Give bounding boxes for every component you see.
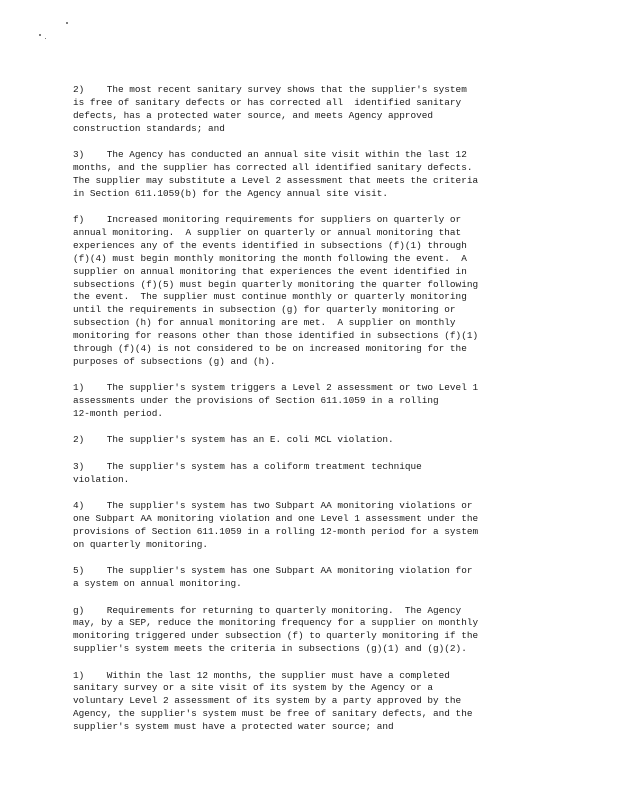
paragraph-f1 <box>73 382 543 421</box>
text-line: a system on annual monitoring. <box>73 578 242 590</box>
text-line: one Subpart AA monitoring violation and one Level 1 assessment under the <box>73 513 479 525</box>
document-body <box>73 84 543 748</box>
text-line: the event. The supplier must continue monthly or quarterly monitoring <box>73 291 467 303</box>
text-line: supplier's system must have a protected water source; and <box>73 721 394 733</box>
scan-speck <box>39 34 41 36</box>
text-line: The supplier may substitute a Level 2 assessment that meets the criteria <box>73 174 479 186</box>
paragraph-f5 <box>73 565 543 591</box>
paragraph-item-3-annual-site-visit <box>73 149 543 201</box>
text-line: annual monitoring. A supplier on quarterly or annual monitoring that <box>73 227 462 239</box>
text-line: subsections (f)(5) must begin quarterly monitoring the quarter following <box>73 278 479 290</box>
text-line: 4) The supplier's system has two Subpart AA monitoring violations or <box>73 500 473 512</box>
paragraph-f3 <box>73 461 543 487</box>
text-line: until the requirements in subsection (g) for quarterly monitoring or <box>73 304 456 316</box>
text-line: in Section 611.1059(b) for the Agency annual site visit. <box>73 187 389 199</box>
scan-speck <box>66 22 68 24</box>
paragraph-section-g-returning-quarterly <box>73 605 543 657</box>
text-line: 2) The supplier's system has an E. coli MCL violation. <box>73 434 394 446</box>
text-line: subsection (h) for annual monitoring are met. A supplier on monthly <box>73 317 456 329</box>
text-line: provisions of Section 611.1059 in a rolling 12-month period for a system <box>73 525 479 537</box>
text-line: 5) The supplier's system has one Subpart AA monitoring violation for <box>73 565 473 577</box>
paragraph-g1 <box>73 670 543 734</box>
text-line: is free of sanitary defects or has corrected all identified sanitary <box>73 96 462 108</box>
text-line: supplier on annual monitoring that experiences the event identified in <box>73 265 467 277</box>
text-line: sanitary survey or a site visit of its system by the Agency or a <box>73 682 434 694</box>
text-line: defects, has a protected water source, and meets Agency approved <box>73 109 434 121</box>
text-line: months, and the supplier has corrected all identified sanitary defects. <box>73 161 473 173</box>
text-line: experiences any of the events identified in subsections (f)(1) through <box>73 239 467 251</box>
text-line: f) Increased monitoring requirements for suppliers on quarterly or <box>73 214 462 226</box>
text-line: supplier's system meets the criteria in subsections (g)(1) and (g)(2). <box>73 643 467 655</box>
text-line: 1) Within the last 12 months, the supplier must have a completed <box>73 669 450 681</box>
text-line: may, by a SEP, reduce the monitoring frequency for a supplier on monthly <box>73 617 479 629</box>
text-line: 3) The supplier's system has a coliform treatment technique <box>73 460 422 472</box>
text-line: Agency, the supplier's system must be free of sanitary defects, and the <box>73 708 473 720</box>
text-line: purposes of subsections (g) and (h). <box>73 355 276 367</box>
paragraph-section-f-increased-monitoring <box>73 214 543 369</box>
text-line: monitoring for reasons other than those identified in subsections (f)(1) <box>73 330 479 342</box>
paragraph-f2 <box>73 434 543 447</box>
text-line: 1) The supplier's system triggers a Level 2 assessment or two Level 1 <box>73 382 479 394</box>
text-line: (f)(4) must begin monthly monitoring the month following the event. A <box>73 252 467 264</box>
text-line: voluntary Level 2 assessment of its system by a party approved by the <box>73 695 462 707</box>
text-line: construction standards; and <box>73 122 225 134</box>
paragraph-f4 <box>73 500 543 552</box>
text-line: assessments under the provisions of Section 611.1059 in a rolling <box>73 395 439 407</box>
text-line: 2) The most recent sanitary survey shows that the supplier's system <box>73 84 467 95</box>
text-line: 3) The Agency has conducted an annual site visit within the last 12 <box>73 149 467 161</box>
text-line: 12-month period. <box>73 408 164 420</box>
text-line: through (f)(4) is not considered to be on increased monitoring for the <box>73 343 467 355</box>
text-line: violation. <box>73 473 130 485</box>
paragraph-item-2-sanitary-survey <box>73 84 543 136</box>
text-line: g) Requirements for returning to quarterly monitoring. The Agency <box>73 604 462 616</box>
text-line: monitoring triggered under subsection (f) to quarterly monitoring if the <box>73 630 479 642</box>
scan-speck <box>45 38 46 39</box>
text-line: on quarterly monitoring. <box>73 538 209 550</box>
